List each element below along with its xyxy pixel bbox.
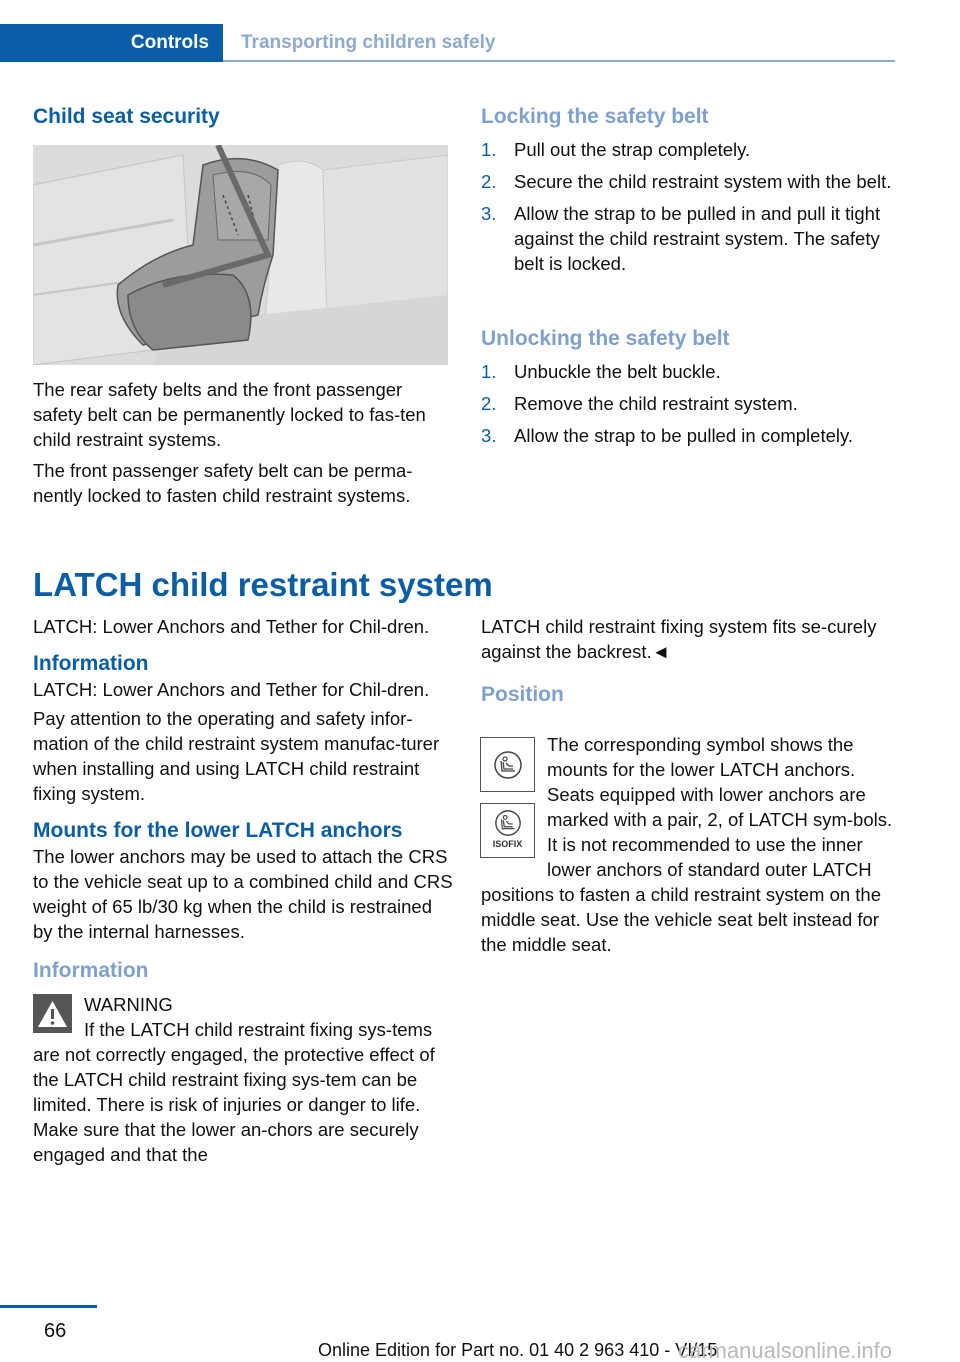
paragraph: Pay attention to the operating and safety infor-mation of the child restraint system manufac-turer when installing and using LATCH child restraint fixing system. bbox=[33, 708, 440, 804]
latch-left-column bbox=[33, 614, 453, 1167]
position-text-wrap bbox=[481, 732, 896, 957]
step-item bbox=[481, 137, 896, 162]
warning-icon bbox=[33, 994, 72, 1033]
paragraph: The rear safety belts and the front passenger safety belt can be permanently locked to fas-ten child restraint systems. bbox=[33, 379, 426, 450]
step-number: 3. bbox=[481, 203, 497, 224]
paragraph: The front passenger safety belt can be perma-nently locked to fasten child restraint systems. bbox=[33, 460, 413, 506]
section-heading: Child seat security bbox=[33, 105, 220, 128]
step-number: 2. bbox=[481, 171, 497, 192]
step-text: Unbuckle the belt buckle. bbox=[514, 361, 721, 382]
child-seat-security-text bbox=[33, 377, 453, 508]
step-text: Allow the strap to be pulled in completely. bbox=[514, 425, 854, 446]
child-seat-image bbox=[33, 145, 448, 365]
chapter-title: Transporting children safely bbox=[241, 32, 496, 53]
step-text: Remove the child restraint system. bbox=[514, 393, 798, 414]
step-text: Secure the child restraint system with the belt. bbox=[514, 171, 892, 192]
page-title: LATCH child restraint system bbox=[33, 566, 493, 603]
information-heading: Information bbox=[33, 959, 149, 982]
warning-text: If the LATCH child restraint fixing sys-tems are not correctly engaged, the protective effect of the LATCH child restraint fixing sys-tem can be limited. There is risk of injuries or danger to life. Make sure that the lower an-chors are securely engaged and that the bbox=[33, 1019, 435, 1165]
step-number: 3. bbox=[481, 425, 497, 446]
information-heading: Information bbox=[33, 652, 149, 675]
step-item bbox=[481, 201, 896, 276]
step-number: 2. bbox=[481, 393, 497, 414]
section-tab: Controls bbox=[0, 24, 223, 62]
step-item bbox=[481, 169, 896, 194]
page-header bbox=[0, 24, 895, 62]
step-item bbox=[481, 359, 896, 384]
step-number: 1. bbox=[481, 139, 497, 160]
page-number: 66 bbox=[44, 1320, 67, 1342]
step-number: 1. bbox=[481, 361, 497, 382]
mounts-text: The lower anchors may be used to attach the CRS to the vehicle seat up to a combined child and CRS weight of 65 lb/30 kg when the child is restrained by the internal harnesses. bbox=[33, 846, 453, 942]
section-heading: Locking the safety belt bbox=[481, 105, 709, 128]
section-heading: Unlocking the safety belt bbox=[481, 327, 730, 350]
locking-steps bbox=[481, 137, 896, 276]
child-seat-security-section bbox=[33, 104, 453, 130]
position-text: The corresponding symbol shows the mounts for the lower LATCH anchors. Seats equipped with lower anchors are marked with a pair, 2, of LATCH sym-bols. It is not recommended to use the inner lower anchors of standard outer LATCH positions to fasten a child restraint system on the middle seat. Use the vehicle seat belt instead for the middle seat. bbox=[481, 734, 893, 955]
edition-note: Online Edition for Part no. 01 40 2 963 410 - VI/15 bbox=[318, 1340, 718, 1360]
step-item bbox=[481, 423, 896, 448]
footer-rule bbox=[0, 1305, 97, 1308]
latch-intro: LATCH: Lower Anchors and Tether for Chil-dren. bbox=[33, 616, 430, 637]
unlocking-steps bbox=[481, 359, 896, 448]
continued-text: LATCH child restraint fixing system fits se-curely against the backrest.◄ bbox=[481, 616, 877, 662]
latch-right-column bbox=[481, 614, 896, 708]
mounts-heading: Mounts for the lower LATCH anchors bbox=[33, 819, 403, 842]
step-item bbox=[481, 391, 896, 416]
watermark: carmanualsonline.info bbox=[678, 1338, 893, 1362]
step-text: Allow the strap to be pulled in and pull it tight against the child restraint system. The safety belt is locked. bbox=[514, 203, 881, 274]
child-seat-illustration bbox=[33, 145, 448, 365]
locking-section bbox=[481, 104, 896, 283]
warning-block bbox=[33, 992, 453, 1167]
unlocking-section bbox=[481, 326, 896, 455]
position-heading: Position bbox=[481, 683, 564, 706]
header-rule bbox=[223, 60, 895, 62]
isofix-label: ISOFIX bbox=[492, 839, 523, 849]
paragraph: LATCH: Lower Anchors and Tether for Chil-dren. bbox=[33, 679, 430, 700]
warning-label: WARNING bbox=[84, 994, 173, 1015]
step-text: Pull out the strap completely. bbox=[514, 139, 751, 160]
